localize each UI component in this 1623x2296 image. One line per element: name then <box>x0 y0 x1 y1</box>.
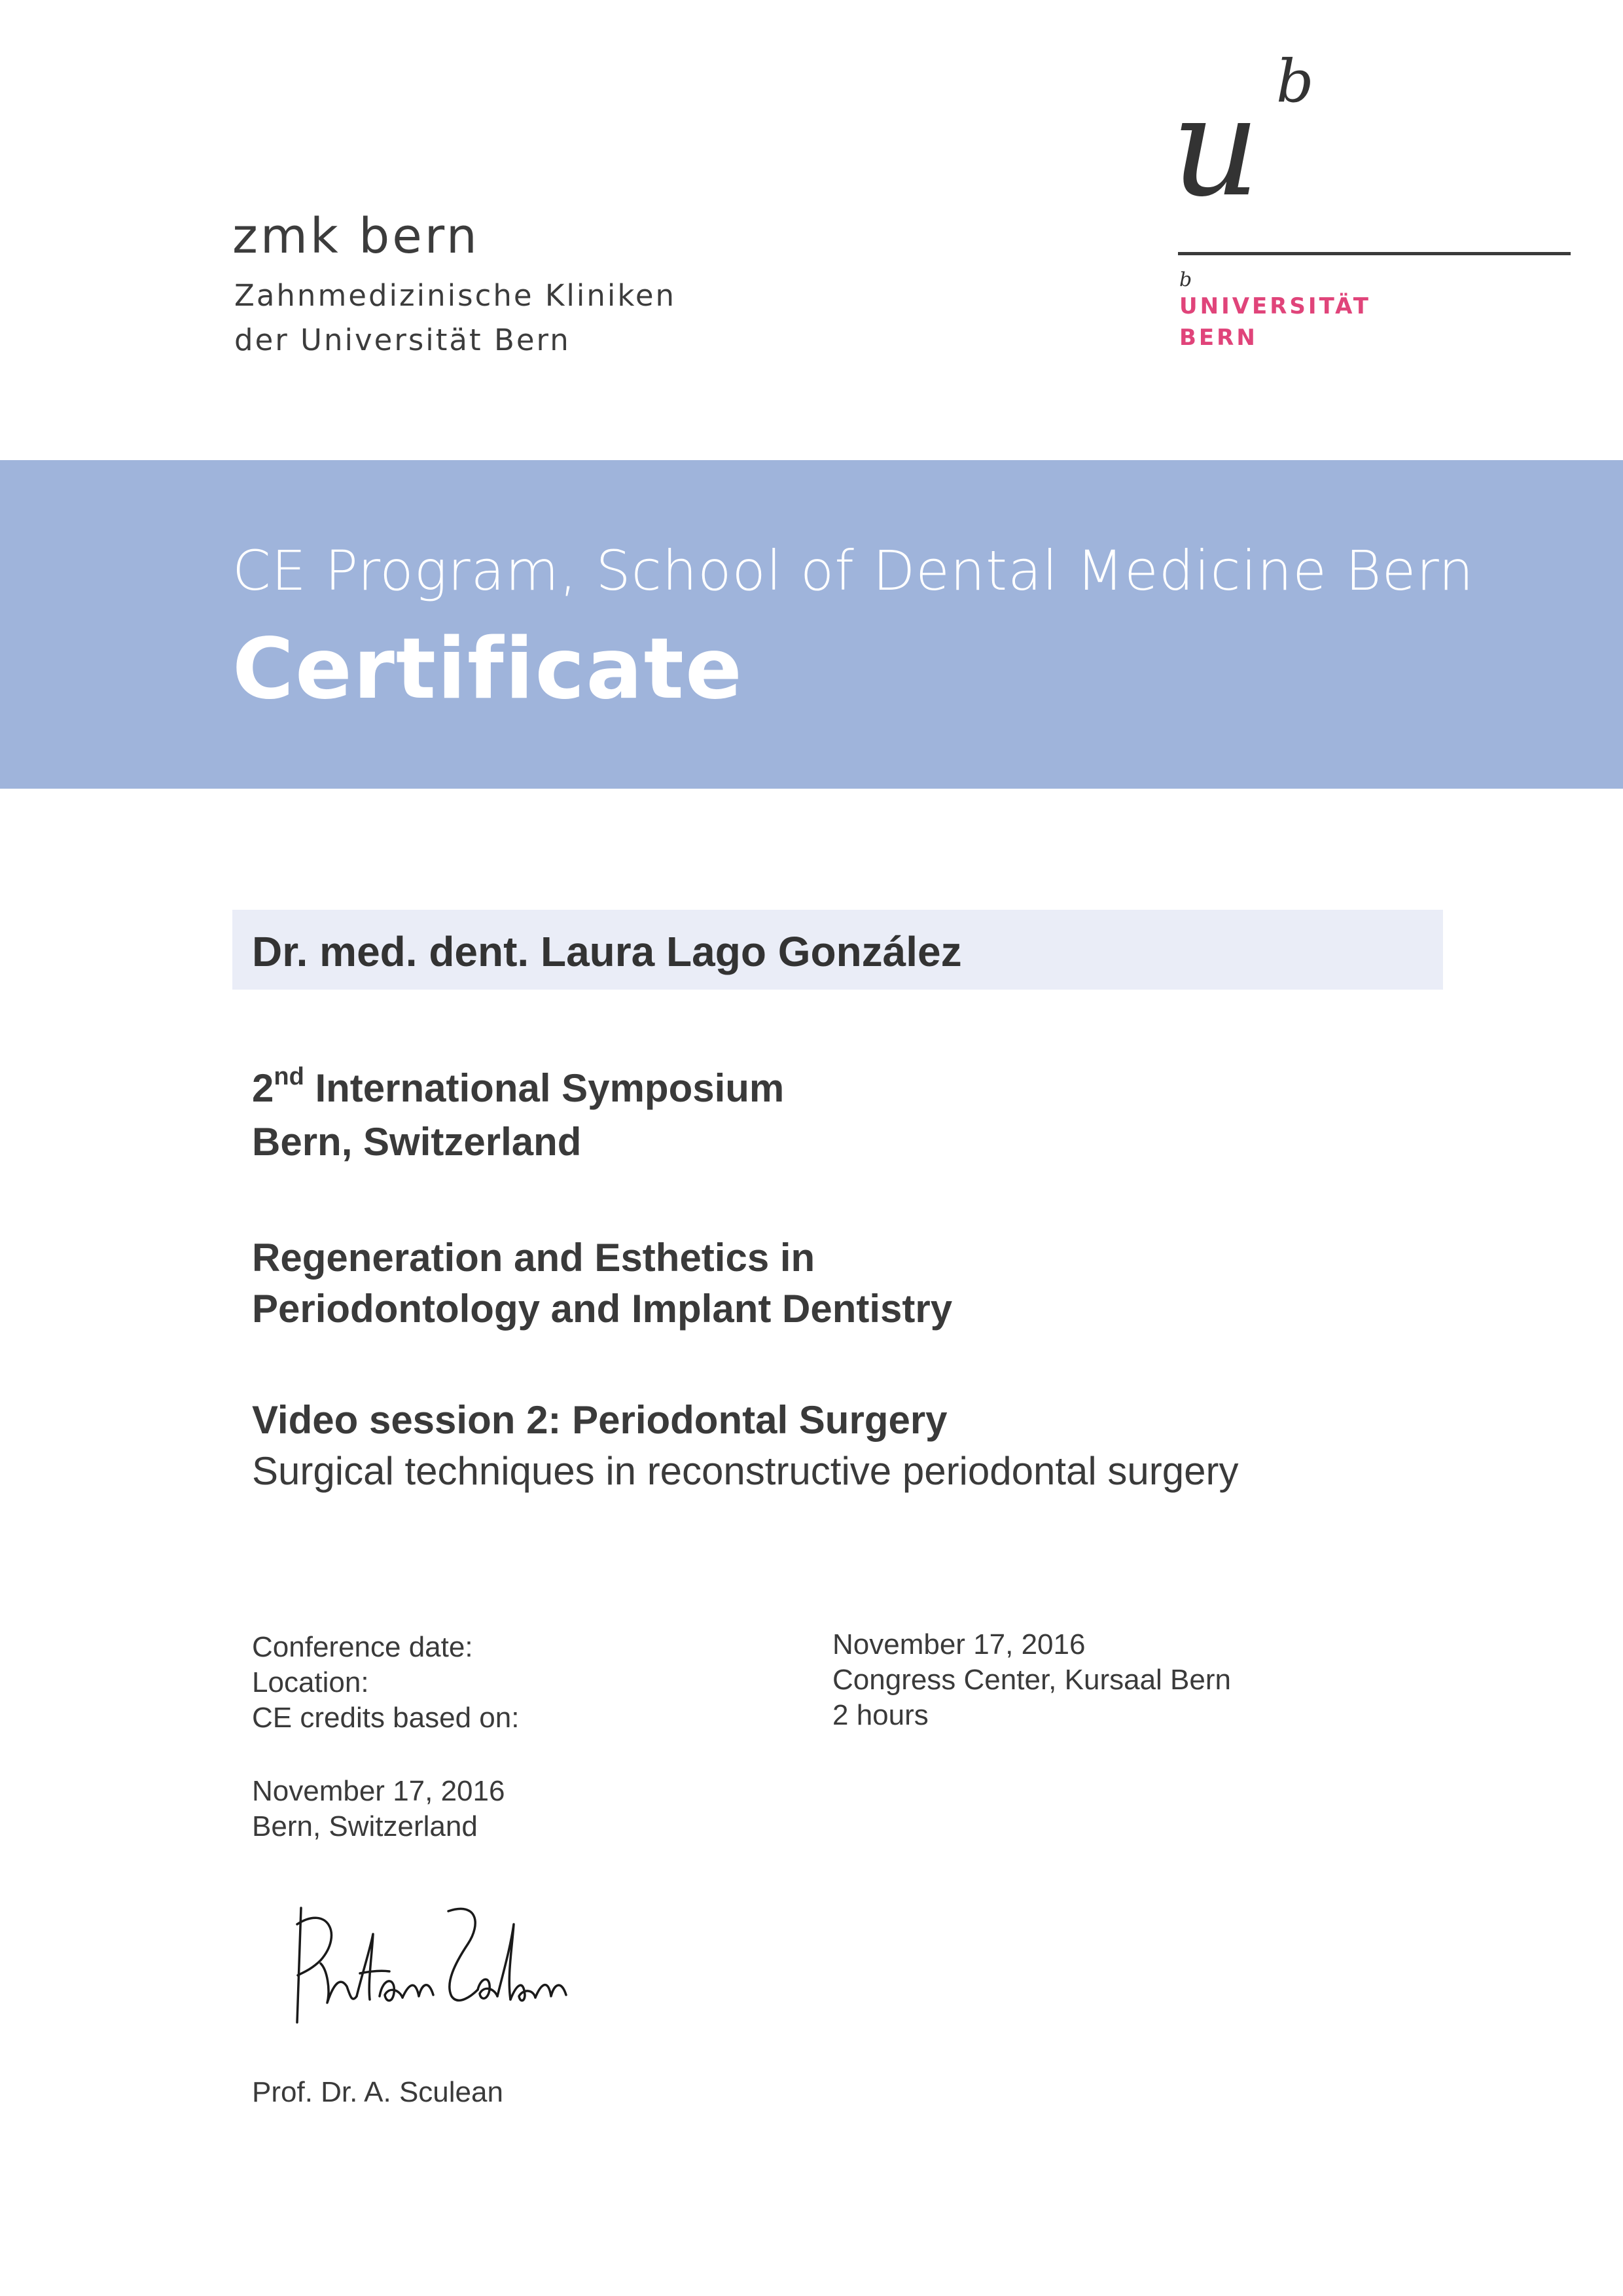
topic-line-1: Regeneration and Esthetics in <box>252 1236 815 1280</box>
logo-b-small: b <box>1179 268 1192 291</box>
org-subtitle-line-2: der Universität Bern <box>234 323 571 357</box>
org-subtitle-line-1: Zahnmedizinische Kliniken <box>234 278 677 313</box>
logo-name-line-1: UNIVERSITÄT <box>1179 293 1371 319</box>
signatory-name: Prof. Dr. A. Sculean <box>252 2076 503 2108</box>
topic-line-2: Periodontology and Implant Dentistry <box>252 1287 953 1331</box>
university-logo <box>1171 47 1577 360</box>
logo-b-mark: b <box>1276 47 1314 116</box>
issue-date: November 17, 2016 <box>252 1775 505 1807</box>
recipient-bar <box>232 910 1443 990</box>
certificate-title: Certificate <box>232 620 743 718</box>
program-title: CE Program, School of Dental Medicine Bern <box>232 539 1474 603</box>
session-subtitle: Surgical techniques in reconstructive periodontal surgery <box>252 1449 1239 1493</box>
symposium-ordinal-number: 2 <box>252 1066 274 1110</box>
issue-place: Bern, Switzerland <box>252 1810 478 1842</box>
title-band <box>0 460 1623 789</box>
conference-date-value: November 17, 2016 <box>832 1628 1086 1660</box>
conference-date-label: Conference date: <box>252 1631 473 1663</box>
logo-u-mark: u <box>1171 67 1260 227</box>
logo-name-line-2: BERN <box>1179 325 1258 351</box>
credits-label: CE credits based on: <box>252 1702 520 1734</box>
location-label: Location: <box>252 1666 369 1698</box>
symposium-ordinal-suffix: nd <box>274 1063 304 1090</box>
symposium-name: International Symposium <box>304 1066 785 1110</box>
credits-value: 2 hours <box>832 1699 929 1731</box>
symposium-place: Bern, Switzerland <box>252 1120 582 1164</box>
symposium-title <box>252 1063 785 1111</box>
session-title: Video session 2: Periodontal Surgery <box>252 1398 948 1442</box>
logo-divider <box>1178 252 1571 255</box>
org-title: zmk bern <box>232 208 480 264</box>
location-value: Congress Center, Kursaal Bern <box>832 1664 1231 1696</box>
signature-graphic <box>281 1898 596 2029</box>
recipient-name: Dr. med. dent. Laura Lago González <box>252 928 962 975</box>
